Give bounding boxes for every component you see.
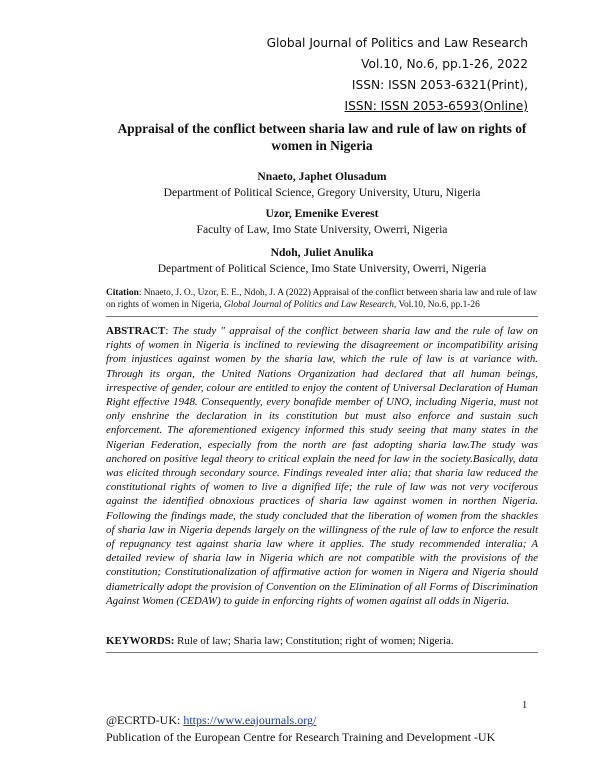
author-block-1 — [106, 169, 538, 201]
author-name: Nnaeto, Japhet Olusadum — [257, 170, 387, 183]
journal-header — [267, 33, 528, 117]
keywords-label: KEYWORDS: — [106, 635, 175, 647]
divider — [106, 652, 538, 653]
footer — [106, 712, 495, 746]
citation: Citation: Nnaeto, J. O., Uzor, E. E., Ndoh, J. A (2022) Appraisal of the conflict between sharia law and rule of law on rights of women in Nigeria, Global Journal of Politics and Law Research, Vol.10, No.6, pp.1-26 — [106, 288, 538, 310]
author-name: Ndoh, Juliet Anulika — [270, 246, 374, 259]
author-affiliation: Faculty of Law, Imo State University, Owerri, Nigeria — [196, 223, 448, 236]
footer-line-1 — [106, 712, 495, 729]
footer-prefix: @ECRTD-UK: — [106, 713, 184, 727]
keywords — [106, 634, 538, 648]
citation-volume: , Vol.10, No.6, pp.1-26 — [393, 300, 480, 310]
abstract-text: The study " appraisal of the conflict between sharia law and the rule of law on rights of women in Nigeria is inclined to reviewing the disagreement or incompatibility arising from injustices against women by the sharia law, which the rule of law is at variance with. Through its organ, the United Nations Organization had declared that all human beings, irrespective of gender, colour are entitled to enjoy the content of Universal Declaration of Human Right effective 1948. Consequently, every bonafide member of UNO, including Nigeria, must not only enshrine the declaration in its constitution but must also enforce and sustain such enforcement. The aforementioned exigency informed this study seeing that many states in the Nigerian Federation, especially from the north are fast adopting sharia law.The study was anchored on positive legal theory to critical explain the need for law in the society.Basically, data was elicited through secondary source. Findings revealed inter alia; that sharia law reduced the constitutional rights of women to live a dignified life; the rule of law was not very vociferous against the identified obnoxious practices of sharia law against women in northen Nigeria. Following the findings made, the study concluded that the liberation of women from the shackles of sharia law in Nigeria depends largely on the willingness of the rule of law to enforce the result of repugnancy test against sharia law where it applies. The study recommended interalia; A detailed review of sharia law in Nigeria which are not compatible with the provisions of the constitution; Constitutionalization of affirmative action for women in Nigera and Nigeria should diametrically adopt the provision of Convention on the Elimination of all Forms of Discrimination Against Women (CEDAW) to guide in enforcing rights of women against all odds in Nigeria. — [106, 325, 538, 607]
abstract-label: ABSTRACT — [106, 325, 166, 337]
author-block-2 — [106, 206, 538, 238]
volume-info: Vol.10, No.6, pp.1-26, 2022 — [361, 57, 528, 71]
author-name: Uzor, Emenike Everest — [265, 207, 379, 220]
page-number: 1 — [522, 700, 528, 711]
issn-online: ISSN: ISSN 2053-6593(Online) — [344, 99, 528, 113]
citation-text: Nnaeto, J. O., Uzor, E. E., Ndoh, J. A (2022) Appraisal of the conflict between sharia law and rule of law on rights of women in Nigeria, — [106, 288, 538, 310]
citation-journal: Global Journal of Politics and Law Research — [223, 300, 394, 310]
publisher-line: Publication of the European Centre for Research Training and Development -UK — [106, 730, 496, 744]
author-block-3 — [106, 245, 538, 277]
keywords-text: Rule of law; Sharia law; Constitution; right of women; Nigeria. — [177, 635, 454, 647]
citation-label: Citation — [106, 288, 139, 298]
paper-title: Appraisal of the conflict between sharia law and rule of law on rights of women in Nigeria — [117, 121, 527, 153]
abstract: ABSTRACT: The study " appraisal of the conflict between sharia law and the rule of law on rights of women in Nigeria is inclined to reviewing the disagreement or incompatibility arising from injustices against women by the sharia law, which the rule of law is at variance with. Through its organ, the United Nations Organization had declared that all human beings, irrespective of gender, colour are entitled to enjoy the content of Universal Declaration of Human Right effective 1948. Consequently, every bonafide member of UNO, including Nigeria, must not only enshrine the declaration in its constitution but must also enforce and sustain such enforcement. The aforementioned exigency informed this study seeing that many states in the Nigerian Federation, especially from the north are fast adopting sharia law.The study was anchored on positive legal theory to critical explain the need for law in the society.Basically, data was elicited through secondary source. Findings revealed inter alia; that sharia law reduced the constitutional rights of women to live a dignified life; the rule of law was not very vociferous against the identified obnoxious practices of sharia law against women in northen Nigeria. Following the findings made, the study concluded that the liberation of women from the shackles of sharia law in Nigeria depends largely on the willingness of the rule of law to enforce the result of repugnancy test against sharia law where it applies. The study recommended interalia; A detailed review of sharia law in Nigeria which are not compatible with the provisions of the constitution; Constitutionalization of affirmative action for women in Nigera and Nigeria should diametrically adopt the provision of Convention on the Elimination of all Forms of Discrimination Against Women (CEDAW) to guide in enforcing rights of women against all odds in Nigeria. — [106, 325, 538, 607]
divider — [106, 316, 538, 317]
journal-website-link[interactable]: https://www.eajournals.org/ — [183, 713, 317, 727]
journal-name: Global Journal of Politics and Law Research — [266, 36, 528, 50]
author-affiliation: Department of Political Science, Gregory University, Uturu, Nigeria — [163, 186, 481, 199]
author-affiliation: Department of Political Science, Imo State University, Owerri, Nigeria — [157, 262, 487, 275]
issn-print: ISSN: ISSN 2053-6321(Print), — [351, 78, 528, 92]
